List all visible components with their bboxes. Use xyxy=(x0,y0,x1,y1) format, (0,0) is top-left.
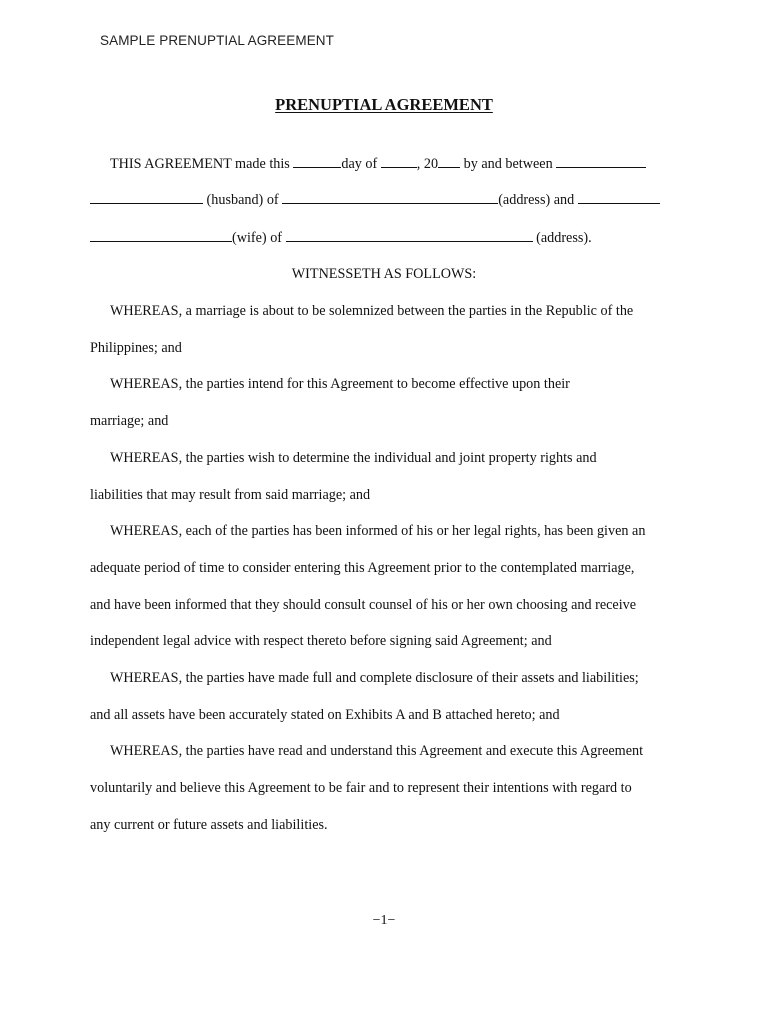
intro-text: (husband) of xyxy=(203,192,283,208)
whereas-line: marriage; and xyxy=(90,413,169,429)
whereas-line: and have been informed that they should consult counsel of his or her own choosing and receive xyxy=(90,597,637,613)
document-title: PRENUPTIAL AGREEMENT xyxy=(275,95,493,114)
husband-address-blank xyxy=(282,191,498,204)
wife-name-blank xyxy=(578,191,660,204)
running-header: SAMPLE PRENUPTIAL AGREEMENT xyxy=(100,33,335,48)
husband-name-blank xyxy=(556,155,646,168)
date-month-blank xyxy=(381,155,417,168)
intro-text: THIS AGREEMENT made this xyxy=(110,156,294,172)
intro-text: day of xyxy=(341,156,381,172)
intro-line-2 xyxy=(90,190,674,210)
intro-text: by and between xyxy=(460,156,557,172)
intro-line-1 xyxy=(110,154,674,174)
whereas-line: adequate period of time to consider entering this Agreement prior to the contemplated marriage, xyxy=(90,560,635,576)
whereas-line: and all assets have been accurately stated on Exhibits A and B attached hereto; and xyxy=(90,707,560,723)
wife-name-blank-cont xyxy=(90,229,232,242)
whereas-line: voluntarily and believe this Agreement to be fair and to represent their intentions with regard to xyxy=(90,780,632,796)
whereas-line: WHEREAS, each of the parties has been informed of his or her legal rights, has been given an xyxy=(110,523,646,539)
intro-text: (address) and xyxy=(498,192,578,208)
whereas-line: WHEREAS, the parties have made full and complete disclosure of their assets and liabilities; xyxy=(110,670,639,686)
date-year-blank xyxy=(438,155,460,168)
whereas-line: Philippines; and xyxy=(90,340,182,356)
intro-text: , 20 xyxy=(416,156,439,172)
intro-text: (wife) of xyxy=(232,230,286,246)
whereas-line: any current or future assets and liabilities. xyxy=(90,817,328,833)
whereas-line: WHEREAS, the parties intend for this Agreement to become effective upon their xyxy=(110,376,570,392)
page-number: −1− xyxy=(372,913,396,928)
intro-text: (address). xyxy=(532,230,592,246)
whereas-line: WHEREAS, a marriage is about to be solemnized between the parties in the Republic of the xyxy=(110,303,634,319)
intro-line-3 xyxy=(90,228,674,248)
witnesseth-heading: WITNESSETH AS FOLLOWS: xyxy=(291,266,477,282)
date-day-blank xyxy=(293,155,341,168)
whereas-line: liabilities that may result from said marriage; and xyxy=(90,487,371,503)
wife-address-blank xyxy=(286,229,533,242)
whereas-line: WHEREAS, the parties have read and understand this Agreement and execute this Agreement xyxy=(110,743,644,759)
whereas-line: WHEREAS, the parties wish to determine the individual and joint property rights and xyxy=(110,450,597,466)
whereas-line: independent legal advice with respect thereto before signing said Agreement; and xyxy=(90,633,552,649)
husband-name-blank-cont xyxy=(90,191,203,204)
